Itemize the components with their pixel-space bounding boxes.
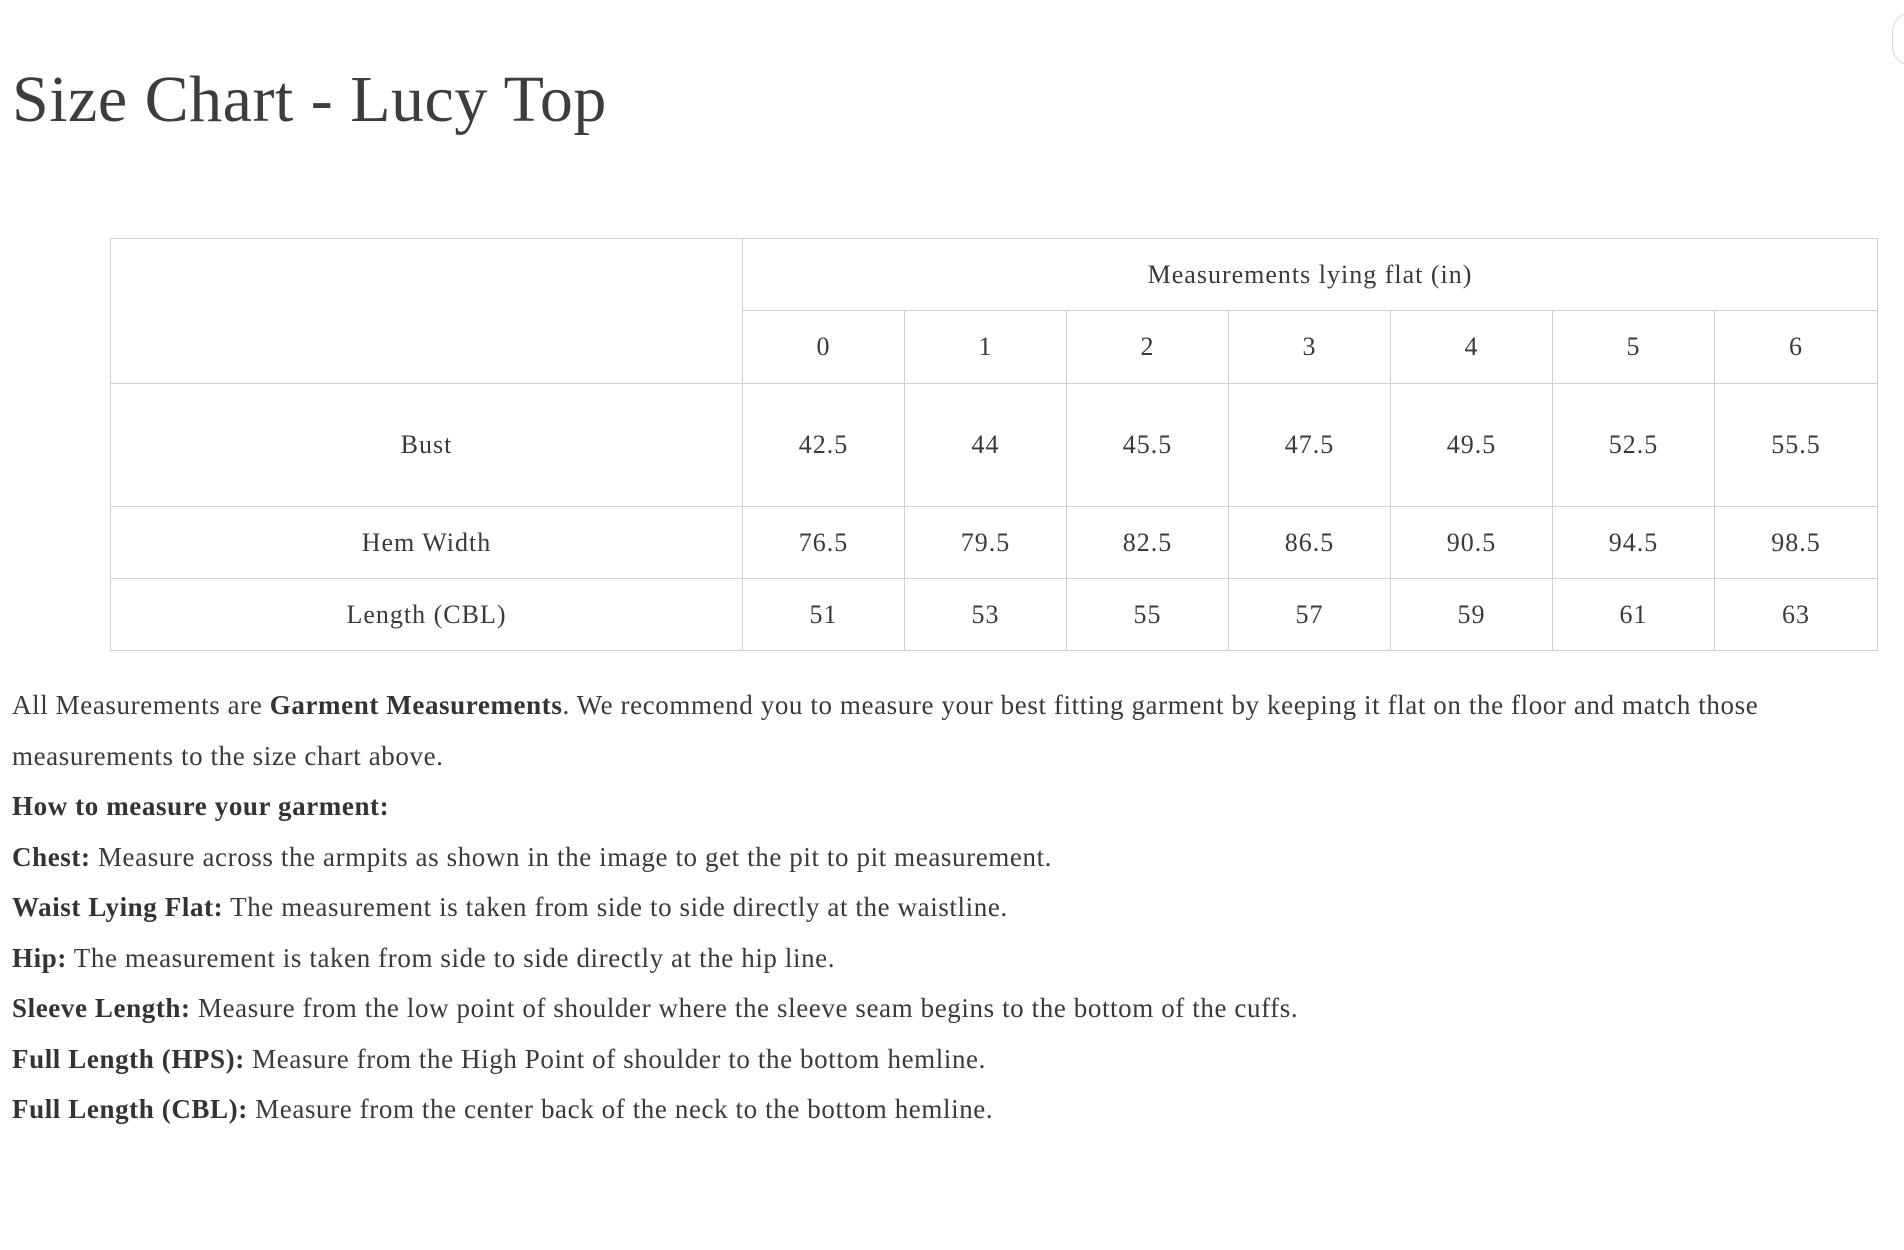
table-cell: 55 <box>1067 579 1229 651</box>
measurement-notes <box>12 680 1892 1135</box>
size-chart-table <box>110 238 1878 651</box>
table-cell: 79.5 <box>905 507 1067 579</box>
note-item-waist <box>12 882 1892 933</box>
note-term: Waist Lying Flat: <box>12 892 224 922</box>
note-item-hip <box>12 933 1892 984</box>
table-cell: 45.5 <box>1067 384 1229 507</box>
table-header-row <box>111 239 1878 311</box>
intro-prefix: All Measurements are <box>12 690 270 720</box>
row-label: Bust <box>111 384 743 507</box>
intro-paragraph <box>12 680 1892 781</box>
table-cell: 52.5 <box>1553 384 1715 507</box>
table-cell: 63 <box>1715 579 1878 651</box>
table-row <box>111 507 1878 579</box>
table-cell: 42.5 <box>743 384 905 507</box>
table-cell: 49.5 <box>1391 384 1553 507</box>
note-term: Chest: <box>12 841 91 872</box>
row-label: Length (CBL) <box>111 579 743 651</box>
size-header: 5 <box>1553 311 1715 384</box>
note-text: The measurement is taken from side to side directly at the hip line. <box>66 942 836 973</box>
note-item-full-length-hps <box>12 1034 1892 1085</box>
table-cell: 90.5 <box>1391 507 1553 579</box>
table-corner-cell <box>111 239 743 384</box>
intro-suffix: . We recommend you to measure your best fitting garment by keeping it flat on the floor and match those measurements to the size chart above. <box>12 690 1759 771</box>
note-text: Measure from the High Point of shoulder to the bottom hemline. <box>244 1043 986 1074</box>
table-cell: 55.5 <box>1715 384 1878 507</box>
table-cell: 76.5 <box>743 507 905 579</box>
row-label: Hem Width <box>111 507 743 579</box>
table-cell: 57 <box>1229 579 1391 651</box>
intro-bold: Garment Measurements <box>269 690 563 720</box>
table-cell: 44 <box>905 384 1067 507</box>
note-term: Hip: <box>12 942 67 973</box>
size-header: 3 <box>1229 311 1391 384</box>
size-header: 6 <box>1715 311 1878 384</box>
size-header: 4 <box>1391 311 1553 384</box>
table-cell: 86.5 <box>1229 507 1391 579</box>
table-cell: 94.5 <box>1553 507 1715 579</box>
note-item-full-length-cbl <box>12 1084 1892 1135</box>
note-text: Measure from the low point of shoulder where the sleeve seam begins to the bottom of the cuffs. <box>190 993 1299 1023</box>
table-cell: 59 <box>1391 579 1553 651</box>
note-text: Measure across the armpits as shown in the image to get the pit to pit measurement. <box>90 841 1053 872</box>
measurements-group-header: Measurements lying flat (in) <box>743 239 1878 311</box>
how-to-heading <box>12 781 1892 832</box>
table-cell: 61 <box>1553 579 1715 651</box>
note-term: Full Length (HPS): <box>12 1043 245 1074</box>
scroll-handle[interactable] <box>1892 12 1904 66</box>
page-title: Size Chart - Lucy Top <box>12 63 607 136</box>
table-cell: 98.5 <box>1715 507 1878 579</box>
note-item-sleeve <box>12 983 1892 1034</box>
table-cell: 47.5 <box>1229 384 1391 507</box>
table-row <box>111 579 1878 651</box>
table-cell: 51 <box>743 579 905 651</box>
size-header: 0 <box>743 311 905 384</box>
how-to-heading-text: How to measure your garment: <box>12 791 390 821</box>
table-cell: 53 <box>905 579 1067 651</box>
note-text: The measurement is taken from side to side directly at the waistline. <box>223 892 1008 922</box>
note-term: Full Length (CBL): <box>12 1094 248 1124</box>
note-term: Sleeve Length: <box>12 993 191 1023</box>
note-text: Measure from the center back of the neck to the bottom hemline. <box>247 1094 994 1124</box>
table-row <box>111 384 1878 507</box>
size-header: 2 <box>1067 311 1229 384</box>
table-cell: 82.5 <box>1067 507 1229 579</box>
size-header: 1 <box>905 311 1067 384</box>
note-item-chest <box>12 832 1892 883</box>
